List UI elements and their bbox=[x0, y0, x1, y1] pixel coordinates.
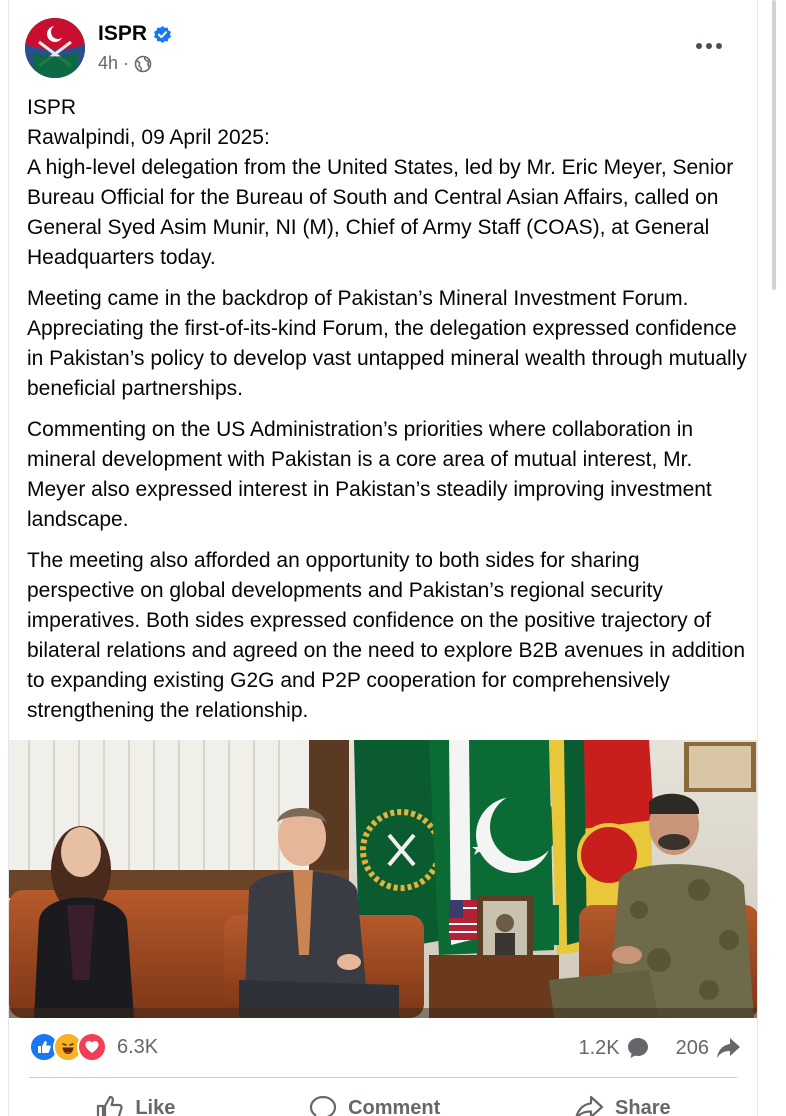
post-paragraph: ISPR Rawalpindi, 09 April 2025: A high-level delegation from the United States, led by Mr. Eric Meyer, Senior Bureau Official for the Bureau of South and Central Asian Affairs, called on General Syed Asim Munir, NI (M), Chief of Army Staff (COAS), at General Headquarters today. bbox=[27, 96, 734, 269]
engagement-stats bbox=[578, 1036, 741, 1060]
post-header bbox=[25, 18, 741, 78]
comment-bubble-icon bbox=[626, 1036, 650, 1060]
share-button[interactable] bbox=[573, 1088, 671, 1116]
meta-separator: · bbox=[123, 53, 130, 73]
actions-divider bbox=[29, 1077, 737, 1078]
like-label: Like bbox=[135, 1096, 176, 1116]
share-arrow-icon bbox=[715, 1036, 741, 1060]
globe-icon bbox=[134, 55, 152, 73]
post-time[interactable]: 4h bbox=[98, 53, 119, 73]
post-paragraph: Meeting came in the backdrop of Pakistan’s Mineral Investment Forum. Appreciating the first-of-its-kind Forum, the delegation expressed confidence in Pakistan’s policy to develop vast untapped mineral wealth through mutually beneficial partnerships. bbox=[27, 287, 747, 400]
more-options-icon[interactable] bbox=[693, 34, 725, 58]
comment-button[interactable] bbox=[308, 1088, 440, 1116]
scrollbar[interactable] bbox=[772, 0, 776, 290]
like-icon bbox=[95, 1094, 125, 1116]
love-reaction-icon bbox=[77, 1032, 107, 1062]
reactions-summary[interactable] bbox=[29, 1032, 158, 1062]
verified-badge-icon bbox=[153, 25, 172, 44]
share-label: Share bbox=[615, 1096, 671, 1116]
author-name[interactable]: ISPR bbox=[98, 22, 148, 45]
comment-label: Comment bbox=[348, 1096, 441, 1116]
like-button[interactable] bbox=[95, 1088, 175, 1116]
post-actions bbox=[29, 1088, 737, 1116]
post-text bbox=[27, 93, 747, 737]
post-paragraph: The meeting also afforded an opportunity to both sides for sharing perspective on global developments and Pakistan’s regional security imperatives. Both sides expressed confidence on the positive trajectory of bilateral relations and agreed on the need to explore B2B avenues in addition to expanding existing G2G and P2P cooperation for comprehensively strengthening the relationship. bbox=[27, 549, 746, 722]
reactions-count[interactable]: 6.3K bbox=[117, 1035, 159, 1058]
comments-count: 1.2K bbox=[578, 1036, 620, 1059]
avatar[interactable] bbox=[25, 18, 85, 78]
shares-stat[interactable] bbox=[676, 1036, 741, 1060]
shares-count: 206 bbox=[675, 1036, 709, 1059]
post-photo[interactable] bbox=[9, 740, 758, 1018]
share-icon bbox=[573, 1094, 605, 1116]
post-paragraph: Commenting on the US Administration’s priorities where collaboration in mineral development with Pakistan is a core area of mutual interest, Mr. Meyer also expressed interest in Pakistan’s steadily improving investment landscape. bbox=[27, 418, 712, 531]
comments-stat[interactable] bbox=[578, 1036, 649, 1060]
comment-icon bbox=[308, 1094, 338, 1116]
post-card bbox=[8, 0, 758, 1116]
